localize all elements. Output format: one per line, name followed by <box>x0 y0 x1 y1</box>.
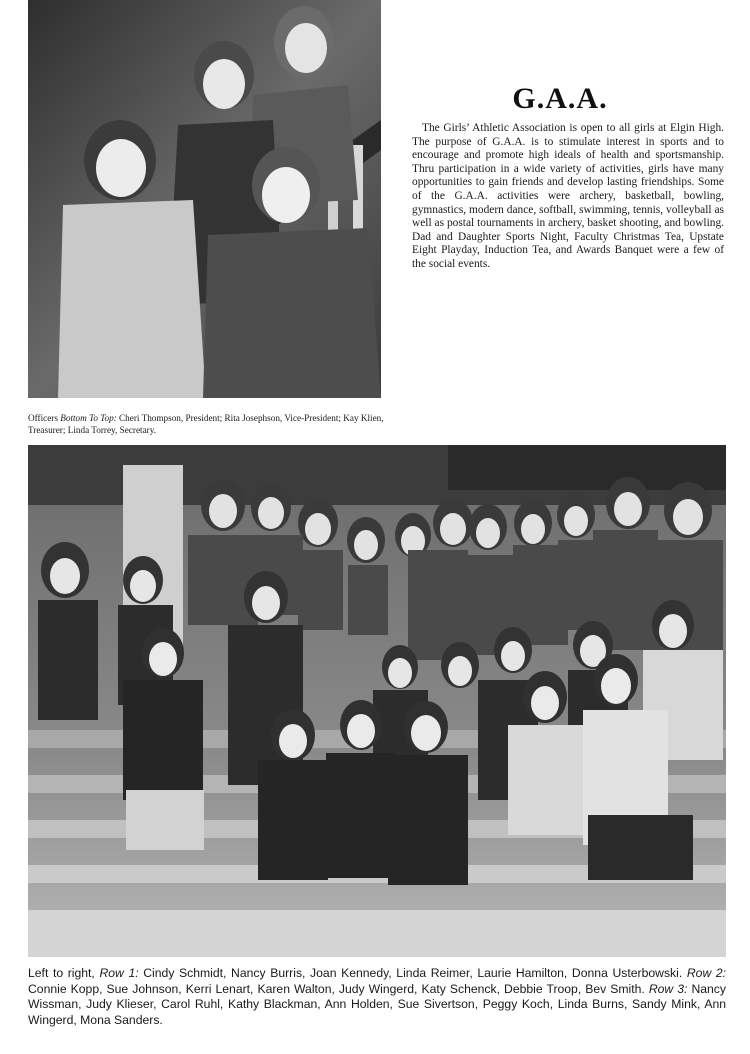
intro-paragraph: The Girls’ Athletic Association is open to all girls at Elgin High. The purpose of G.A.A. is to stimulate interest in sports and to encourage and promote high ideals of health and sportsmanship. Thru participation in a wide variety of activities, girls have many opportunities to gain friends and develop lasting friendships. Some of the G.A.A. activities were archery, basketball, bowling, gymnastics, modern dance, softball, swimming, tennis, volleyball as well as postal tournaments in archery, basket shooting, and bowling. Dad and Daughter Sports Night, Faculty Christmas Tea, Upstate Eight Playday, Induction Tea, and Awards Banquet were a few of the social events. <box>412 122 724 270</box>
row1-label: Row 1: <box>99 966 139 980</box>
officers-caption-lead: Officers <box>28 413 58 423</box>
row2-label: Row 2: <box>686 966 727 980</box>
row1-names: Cindy Schmidt, Nancy Burris, Joan Kennedy, Linda Reimer, Laurie Hamilton, Donna Usterbowski. <box>143 966 683 980</box>
page-title: G.A.A. <box>512 82 608 116</box>
officers-photo <box>28 0 381 398</box>
group-photo <box>28 445 726 957</box>
group-caption-lead: Left to right, <box>28 966 95 980</box>
row3-label: Row 3: <box>648 981 688 996</box>
row3-names: Nancy Wissman, Judy Klieser, Carol Ruhl, Kathy Blackman, Ann Holden, Sue Sivertson, Peggy Koch, Linda Burns, Sandy Mink, Ann Wingerd, Mona Sanders. <box>28 981 726 1027</box>
officers-caption-names: Cheri Thompson, President; Rita Josephson, Vice-President; Kay Klien, Treasurer; Linda Torrey, Secretary. <box>28 413 384 436</box>
officers-caption <box>28 412 384 436</box>
group-caption <box>28 966 726 1028</box>
officers-caption-order: Bottom To Top: <box>60 413 117 423</box>
row2-names: Connie Kopp, Sue Johnson, Kerri Lenart, Karen Walton, Judy Wingerd, Katy Schenck, Debbie Troop, Bev Smith. <box>28 981 645 996</box>
